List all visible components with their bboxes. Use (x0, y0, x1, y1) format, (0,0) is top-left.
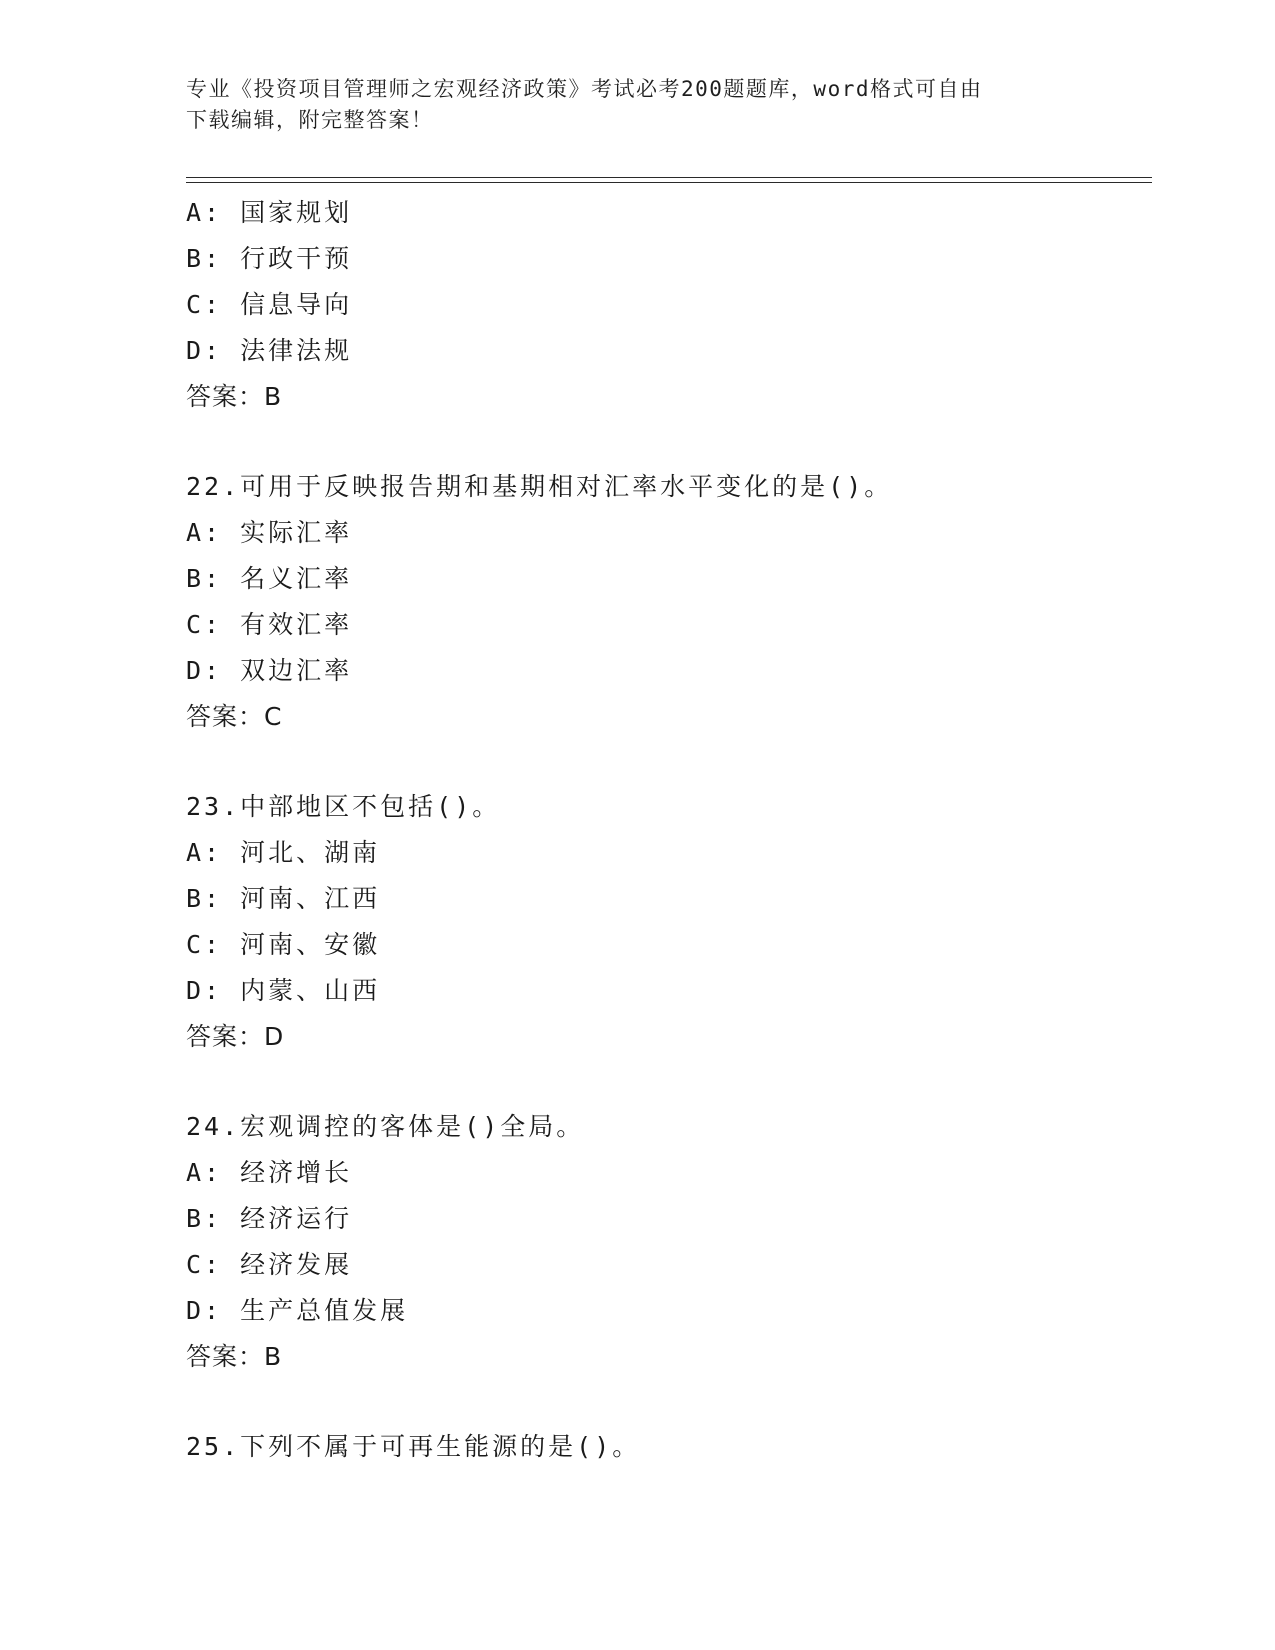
option-c: C: 经济发展 (186, 1250, 353, 1279)
option-c: C: 信息导向 (186, 290, 353, 319)
option-b: B: 行政干预 (186, 244, 353, 273)
question-text: 25.下列不属于可再生能源的是()。 (186, 1432, 641, 1461)
option-d: D: 生产总值发展 (186, 1296, 409, 1325)
option-a: A: 国家规划 (186, 198, 353, 227)
question-text: 23.中部地区不包括()。 (186, 792, 501, 821)
option-a: A: 经济增长 (186, 1158, 353, 1187)
document-header (186, 74, 1066, 136)
option-a: A: 实际汇率 (186, 518, 353, 547)
question-block-23 (186, 784, 1146, 1060)
spacer (186, 1060, 1146, 1104)
option-d: D: 法律法规 (186, 336, 353, 365)
question-block-22 (186, 464, 1146, 740)
header-title-line-2: 下载编辑，附完整答案！ (186, 108, 434, 132)
answer-line: 答案：D (186, 1022, 285, 1051)
option-c: C: 河南、安徽 (186, 930, 381, 959)
spacer (186, 420, 1146, 464)
spacer (186, 740, 1146, 784)
option-d: D: 内蒙、山西 (186, 976, 381, 1005)
spacer (186, 1380, 1146, 1424)
option-b: B: 经济运行 (186, 1204, 353, 1233)
question-block-24 (186, 1104, 1146, 1380)
option-d: D: 双边汇率 (186, 656, 353, 685)
question-block-21 (186, 190, 1146, 420)
option-a: A: 河北、湖南 (186, 838, 381, 867)
header-title-line-1: 专业《投资项目管理师之宏观经济政策》考试必考200题题库，word格式可自由 (186, 77, 983, 101)
answer-line: 答案：B (186, 1342, 283, 1371)
question-list (186, 190, 1146, 1470)
option-b: B: 名义汇率 (186, 564, 353, 593)
question-block-25 (186, 1424, 1146, 1470)
question-text: 22.可用于反映报告期和基期相对汇率水平变化的是()。 (186, 472, 893, 501)
option-c: C: 有效汇率 (186, 610, 353, 639)
option-b: B: 河南、江西 (186, 884, 381, 913)
header-divider-top (186, 177, 1152, 178)
answer-line: 答案：C (186, 702, 283, 731)
answer-line: 答案：B (186, 382, 283, 411)
header-divider-bottom (186, 182, 1152, 183)
question-text: 24.宏观调控的客体是()全局。 (186, 1112, 585, 1141)
